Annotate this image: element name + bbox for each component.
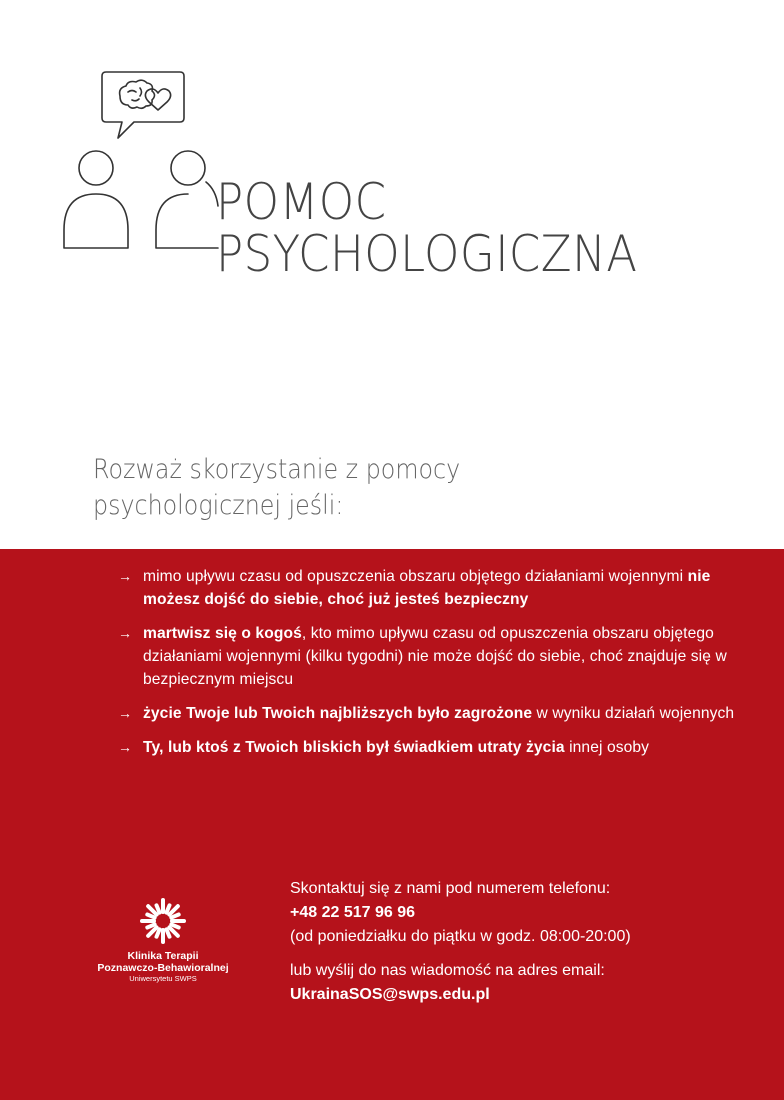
contact-phone-label: Skontaktuj się z nami pod numerem telefonu: (290, 880, 611, 897)
logo-ray (147, 924, 154, 927)
logo-ray (156, 929, 159, 936)
criteria-list (118, 565, 758, 770)
arrow-right-icon: → (118, 568, 133, 584)
title-line-1: POMOC (216, 173, 387, 231)
arrow-right-icon: → (118, 625, 133, 641)
title-line-2: PSYCHOLOGICZNA (216, 225, 638, 283)
contact-email-label: lub wyślij do nas wiadomość na adres email: (290, 962, 605, 979)
logo-ray (147, 914, 154, 917)
logo-ray (166, 929, 169, 936)
list-item: → martwisz się o kogoś, kto mimo upływu czasu od opuszczenia obszaru objętego działaniami wojennymi (kilku tygodni) nie może dojść do siebie, choć znajduje się w bezpiecznym miejscu (118, 622, 758, 691)
clinic-logo (90, 898, 236, 984)
list-item: → życie Twoje lub Twoich najbliższych było zagrożone w wyniku działań wojennych (118, 702, 758, 725)
contact-block (290, 877, 631, 1007)
logo-ray (156, 905, 159, 912)
arrow-right-icon: → (118, 705, 133, 721)
arrow-right-icon: → (118, 739, 133, 755)
phone-number-link[interactable]: +48 22 517 96 96 (290, 904, 416, 921)
contact-hours: (od poniedziałku do piątku w godz. 08:00-20:00) (290, 928, 631, 945)
logo-ray (171, 914, 178, 917)
poster-title (216, 173, 638, 283)
logo-line-2: Poznawczo-Behawioralnej (97, 962, 229, 974)
people-talking-brain-heart-icon (58, 66, 220, 256)
sunburst-logo-icon (140, 898, 186, 944)
red-info-panel (0, 549, 784, 1100)
logo-ray (171, 924, 178, 927)
logo-line-1: Klinika Terapii (127, 950, 199, 962)
intro-line-2: psychologicznej jeśli: (93, 490, 344, 521)
logo-ray (166, 905, 169, 912)
list-item: → Ty, lub ktoś z Twoich bliskich był świadkiem utraty życia innej osoby (118, 736, 758, 759)
email-link[interactable]: UkrainaSOS@swps.edu.pl (290, 986, 490, 1003)
intro-text (93, 452, 460, 524)
logo-line-3: Uniwersytetu SWPS (129, 974, 197, 983)
list-item: → mimo upływu czasu od opuszczenia obszaru objętego działaniami wojennymi nie możesz dojść do siebie, choć już jesteś bezpieczny (118, 565, 758, 611)
intro-line-1: Rozważ skorzystanie z pomocy (93, 454, 461, 485)
